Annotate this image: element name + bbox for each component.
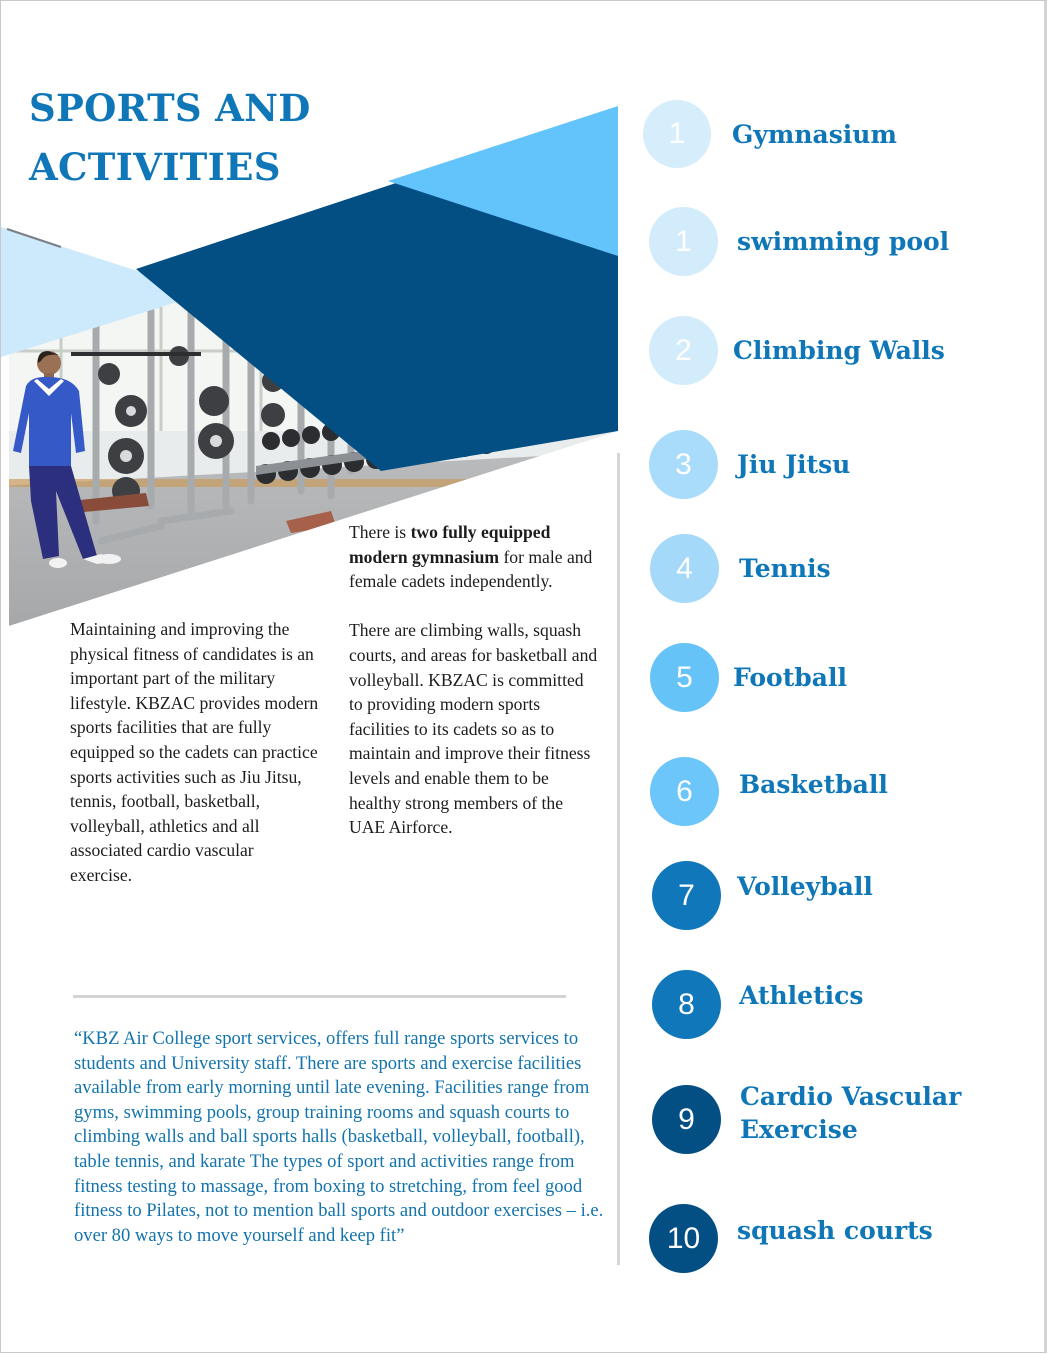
number-badge: 1 (649, 207, 718, 276)
gym-text-before: There is (349, 522, 411, 542)
facilities-paragraph: There are climbing walls, squash courts, and areas for basketball and volleyball. KBZAC is committed to providing modern sports facilities to its cadets so as to maintain and improve their fitness levels and enable them to be healthy strong members of the UAE Airforce. (349, 620, 598, 838)
gym-text-bold: two fully equipped modern gymnasium (349, 522, 551, 567)
activity-label: Football (733, 663, 847, 692)
number-badge: 8 (652, 970, 721, 1039)
activity-item-squash-courts (649, 1204, 933, 1273)
horizontal-divider (73, 995, 566, 998)
number-badge: 5 (650, 643, 719, 712)
activity-label: Volleyball (737, 872, 873, 901)
activity-label: squash courts (737, 1216, 933, 1245)
activity-item-gymnasium (643, 100, 897, 168)
intro-right-column (349, 520, 599, 840)
activity-label-line-1: Cardio Vascular (740, 1081, 962, 1111)
activity-label: Climbing Walls (733, 336, 945, 365)
number-badge: 7 (652, 861, 721, 930)
title-line-2: ACTIVITIES (29, 145, 281, 189)
activity-item-basketball (650, 757, 888, 826)
number-badge: 1 (643, 100, 711, 168)
activity-item-cardio-vascular-exercise (652, 1081, 962, 1154)
number-badge: 9 (652, 1085, 721, 1154)
activity-item-climbing-walls (649, 316, 945, 385)
activity-label: Athletics (739, 981, 864, 1010)
number-badge: 4 (650, 534, 719, 603)
activity-item-swimming-pool (649, 207, 949, 276)
activity-label: Basketball (739, 770, 888, 799)
activity-label: swimming pool (737, 227, 950, 256)
activity-item-volleyball (652, 861, 873, 930)
activity-item-athletics (652, 970, 863, 1039)
number-badge: 10 (649, 1204, 718, 1273)
vertical-divider (617, 453, 620, 1265)
number-badge: 3 (649, 430, 718, 499)
page-title (29, 79, 311, 197)
activity-item-football (650, 643, 847, 712)
activity-label: Jiu Jitsu (737, 450, 851, 479)
activity-label: Tennis (739, 554, 831, 583)
quote-block: “KBZ Air College sport services, offers full range sports services to students and University staff. There are sports and exercise facilities available from early morning until late evening. Facilities range from gyms, swimming pools, group training rooms and squash courts to climbing walls and ball sports halls (basketball, volleyball, football), table tennis, and karate The types of sport and activities range from fitness testing to massage, from boxing to stretching, from feel good fitness to Pilates, not to mention ball sports and outdoor exercises – i.e. over 80 ways to move yourself and keep fit” (74, 1028, 604, 1246)
gym-paragraph (349, 520, 599, 594)
activity-item-tennis (650, 534, 831, 603)
intro-left-paragraph: Maintaining and improving the physical fitness of candidates is an important part of the military lifestyle. KBZAC provides modern sports facilities that are fully equipped so the cadets can practice sports activities such as Jiu Jitsu, tennis, football, basketball, volleyball, athletics and all associated cardio vascular exercise. (70, 619, 319, 885)
number-badge: 2 (649, 316, 718, 385)
title-line-1: SPORTS AND (29, 86, 311, 130)
activity-label (740, 1080, 961, 1146)
activity-item-jiu-jitsu (649, 430, 850, 499)
activity-label: Gymnasium (732, 119, 897, 149)
activity-label-line-2: Exercise (740, 1114, 858, 1144)
gym-text-after: for male and female cadets independently. (349, 546, 593, 592)
number-badge: 6 (650, 757, 719, 826)
